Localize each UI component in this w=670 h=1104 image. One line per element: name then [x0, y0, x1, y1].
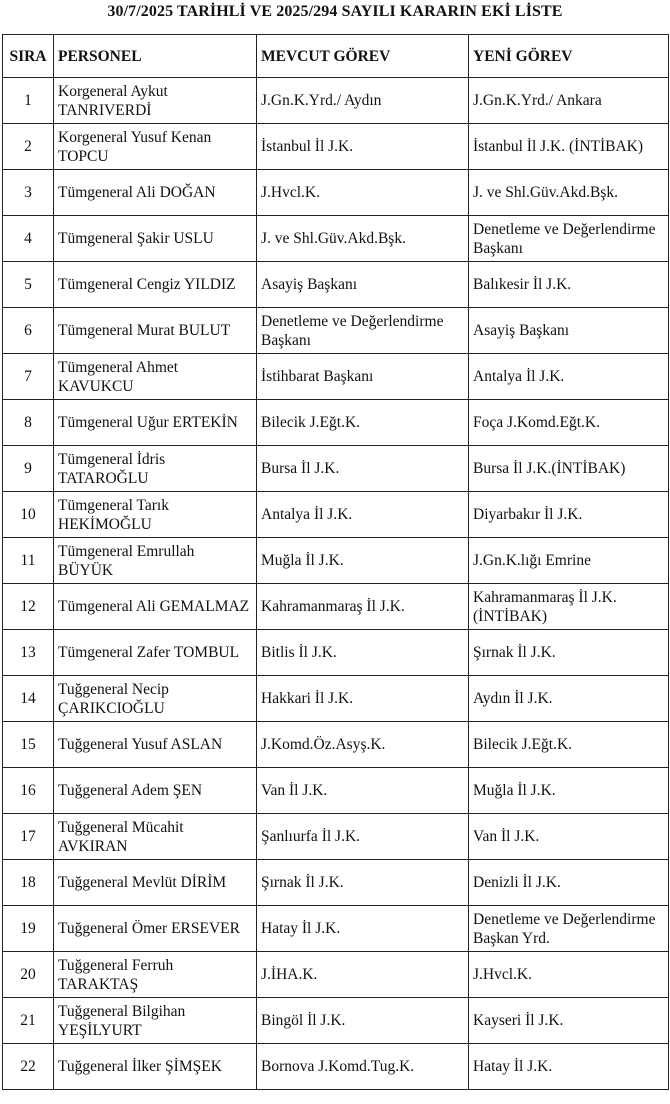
cell-mevcut-gorev: Kahramanmaraş İl J.K. [257, 584, 469, 630]
header-sira: SIRA [3, 35, 54, 78]
cell-mevcut-gorev: Muğla İl J.K. [257, 538, 469, 584]
table-row [3, 814, 669, 860]
cell-mevcut-gorev: Bitlis İl J.K. [257, 630, 469, 676]
cell-sira: 3 [3, 170, 54, 216]
cell-sira: 7 [3, 354, 54, 400]
cell-yeni-gorev: J.Hvcl.K. [469, 952, 669, 998]
cell-mevcut-gorev: Antalya İl J.K. [257, 492, 469, 538]
cell-personel: Tümgeneral Şakir USLU [54, 216, 257, 262]
cell-mevcut-gorev: Hakkari İl J.K. [257, 676, 469, 722]
cell-personel: Tümgeneral İdris TATAROĞLU [54, 446, 257, 492]
cell-yeni-gorev: Kahramanmaraş İl J.K. (İNTİBAK) [469, 584, 669, 630]
cell-sira: 8 [3, 400, 54, 446]
cell-personel: Tuğgeneral Adem ŞEN [54, 768, 257, 814]
cell-yeni-gorev: Foça J.Komd.Eğt.K. [469, 400, 669, 446]
table-row [3, 308, 669, 354]
cell-personel: Tuğgeneral İlker ŞİMŞEK [54, 1044, 257, 1090]
cell-yeni-gorev: İstanbul İl J.K. (İNTİBAK) [469, 124, 669, 170]
cell-sira: 22 [3, 1044, 54, 1090]
table-row [3, 584, 669, 630]
cell-personel: Tuğgeneral Ömer ERSEVER [54, 906, 257, 952]
table-header-row [3, 35, 669, 78]
cell-mevcut-gorev: Asayiş Başkanı [257, 262, 469, 308]
cell-sira: 9 [3, 446, 54, 492]
cell-mevcut-gorev: İstihbarat Başkanı [257, 354, 469, 400]
cell-personel: Korgeneral Yusuf Kenan TOPCU [54, 124, 257, 170]
cell-mevcut-gorev: Şırnak İl J.K. [257, 860, 469, 906]
cell-yeni-gorev: Diyarbakır İl J.K. [469, 492, 669, 538]
cell-yeni-gorev: Denetleme ve Değerlendirme Başkanı [469, 216, 669, 262]
table-row [3, 216, 669, 262]
cell-personel: Tümgeneral Murat BULUT [54, 308, 257, 354]
cell-sira: 20 [3, 952, 54, 998]
table-row [3, 676, 669, 722]
cell-mevcut-gorev: J.Hvcl.K. [257, 170, 469, 216]
table-row [3, 768, 669, 814]
cell-sira: 16 [3, 768, 54, 814]
cell-mevcut-gorev: Denetleme ve Değerlendirme Başkanı [257, 308, 469, 354]
cell-yeni-gorev: Denizli İl J.K. [469, 860, 669, 906]
cell-yeni-gorev: Asayiş Başkanı [469, 308, 669, 354]
cell-yeni-gorev: J.Gn.K.lığı Emrine [469, 538, 669, 584]
cell-sira: 6 [3, 308, 54, 354]
cell-sira: 5 [3, 262, 54, 308]
cell-personel: Tuğgeneral Bilgihan YEŞİLYURT [54, 998, 257, 1044]
cell-personel: Tuğgeneral Necip ÇARIKCIOĞLU [54, 676, 257, 722]
cell-personel: Tuğgeneral Ferruh TARAKTAŞ [54, 952, 257, 998]
cell-personel: Tümgeneral Ali DOĞAN [54, 170, 257, 216]
cell-mevcut-gorev: İstanbul İl J.K. [257, 124, 469, 170]
cell-yeni-gorev: Muğla İl J.K. [469, 768, 669, 814]
cell-yeni-gorev: Bursa İl J.K.(İNTİBAK) [469, 446, 669, 492]
cell-yeni-gorev: Hatay İl J.K. [469, 1044, 669, 1090]
cell-personel: Tuğgeneral Yusuf ASLAN [54, 722, 257, 768]
cell-sira: 13 [3, 630, 54, 676]
cell-yeni-gorev: Van İl J.K. [469, 814, 669, 860]
cell-sira: 19 [3, 906, 54, 952]
appointment-table [2, 34, 669, 1090]
cell-mevcut-gorev: J.Komd.Öz.Asyş.K. [257, 722, 469, 768]
cell-mevcut-gorev: Bursa İl J.K. [257, 446, 469, 492]
cell-personel: Tümgeneral Tarık HEKİMOĞLU [54, 492, 257, 538]
cell-personel: Tümgeneral Ali GEMALMAZ [54, 584, 257, 630]
table-row [3, 538, 669, 584]
table-row [3, 446, 669, 492]
cell-personel: Tümgeneral Cengiz YILDIZ [54, 262, 257, 308]
cell-yeni-gorev: J.Gn.K.Yrd./ Ankara [469, 78, 669, 124]
cell-mevcut-gorev: J. ve Shl.Güv.Akd.Bşk. [257, 216, 469, 262]
cell-mevcut-gorev: Van İl J.K. [257, 768, 469, 814]
table-row [3, 354, 669, 400]
cell-personel: Tümgeneral Ahmet KAVUKCU [54, 354, 257, 400]
table-row [3, 170, 669, 216]
table-row [3, 78, 669, 124]
header-yeni-gorev: YENİ GÖREV [469, 35, 669, 78]
cell-sira: 18 [3, 860, 54, 906]
table-row [3, 998, 669, 1044]
table-row [3, 262, 669, 308]
cell-sira: 11 [3, 538, 54, 584]
cell-personel: Tuğgeneral Mevlüt DİRİM [54, 860, 257, 906]
cell-sira: 21 [3, 998, 54, 1044]
cell-personel: Tuğgeneral Mücahit AVKIRAN [54, 814, 257, 860]
table-row [3, 952, 669, 998]
cell-yeni-gorev: Bilecik J.Eğt.K. [469, 722, 669, 768]
table-row [3, 906, 669, 952]
cell-personel: Tümgeneral Emrullah BÜYÜK [54, 538, 257, 584]
cell-yeni-gorev: Aydın İl J.K. [469, 676, 669, 722]
table-row [3, 860, 669, 906]
cell-mevcut-gorev: J.Gn.K.Yrd./ Aydın [257, 78, 469, 124]
document-title: 30/7/2025 TARİHLİ VE 2025/294 SAYILI KARARIN EKİ LİSTE [107, 3, 563, 20]
cell-sira: 15 [3, 722, 54, 768]
cell-yeni-gorev: J. ve Shl.Güv.Akd.Bşk. [469, 170, 669, 216]
cell-personel: Tümgeneral Uğur ERTEKİN [54, 400, 257, 446]
cell-mevcut-gorev: Şanlıurfa İl J.K. [257, 814, 469, 860]
cell-mevcut-gorev: Bilecik J.Eğt.K. [257, 400, 469, 446]
header-personel: PERSONEL [54, 35, 257, 78]
cell-mevcut-gorev: Hatay İl J.K. [257, 906, 469, 952]
cell-sira: 14 [3, 676, 54, 722]
table-row [3, 492, 669, 538]
cell-yeni-gorev: Balıkesir İl J.K. [469, 262, 669, 308]
cell-mevcut-gorev: Bornova J.Komd.Tug.K. [257, 1044, 469, 1090]
cell-yeni-gorev: Denetleme ve Değerlendirme Başkan Yrd. [469, 906, 669, 952]
table-row [3, 124, 669, 170]
table-row [3, 630, 669, 676]
cell-personel: Korgeneral Aykut TANRIVERDİ [54, 78, 257, 124]
cell-sira: 12 [3, 584, 54, 630]
cell-yeni-gorev: Kayseri İl J.K. [469, 998, 669, 1044]
header-mevcut-gorev: MEVCUT GÖREV [257, 35, 469, 78]
cell-mevcut-gorev: Bingöl İl J.K. [257, 998, 469, 1044]
table-row [3, 400, 669, 446]
cell-yeni-gorev: Şırnak İl J.K. [469, 630, 669, 676]
table-row [3, 1044, 669, 1090]
cell-yeni-gorev: Antalya İl J.K. [469, 354, 669, 400]
cell-sira: 10 [3, 492, 54, 538]
cell-personel: Tümgeneral Zafer TOMBUL [54, 630, 257, 676]
cell-mevcut-gorev: J.İHA.K. [257, 952, 469, 998]
cell-sira: 17 [3, 814, 54, 860]
table-row [3, 722, 669, 768]
cell-sira: 2 [3, 124, 54, 170]
cell-sira: 4 [3, 216, 54, 262]
cell-sira: 1 [3, 78, 54, 124]
